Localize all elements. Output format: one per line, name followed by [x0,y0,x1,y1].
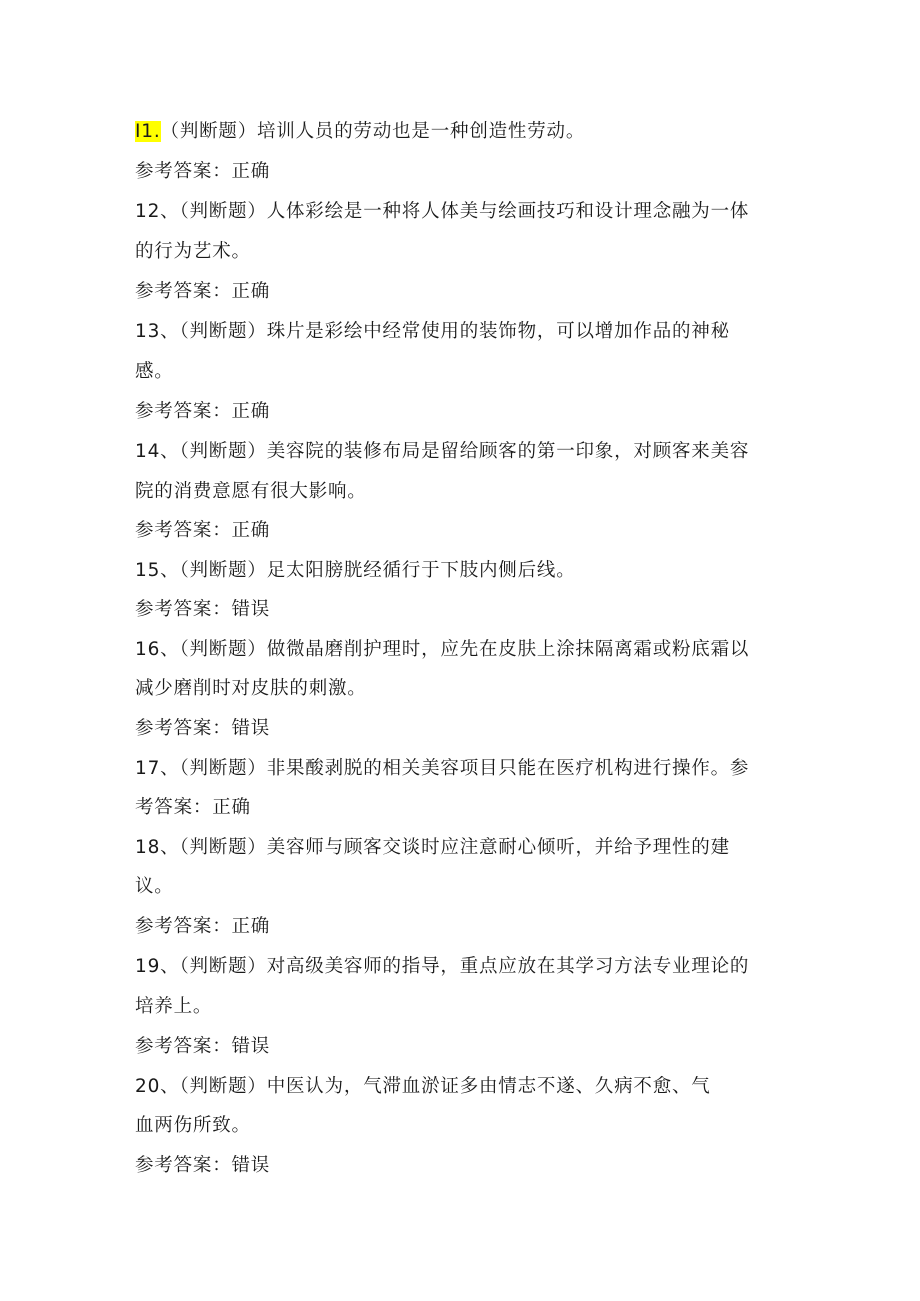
answer-13: 参考答案：正确 [135,401,271,422]
question-13-line-2: 感。 [135,361,174,382]
answer-18: 参考答案：正确 [135,916,271,937]
question-text: （判断题）培训人员的劳动也是一种创造性劳动。 [160,121,586,142]
question-11 [135,119,795,145]
question-14-line-1: 14、（判断题）美容院的装修布局是留给顾客的第一印象，对顾客来美容 [135,441,750,462]
question-18-line-2: 议。 [135,876,174,897]
question-17-line-2: 考答案：正确 [135,797,251,818]
question-14-line-2: 院的消费意愿有很大影响。 [135,481,367,502]
question-20-line-1: 20、（判断题）中医认为，气滞血淤证多由情志不遂、久病不愈、气 [135,1076,711,1097]
question-17-line-1: 17、（判断题）非果酸剥脱的相关美容项目只能在医疗机构进行操作。参 [135,758,750,779]
answer-11: 参考答案：正确 [135,161,271,182]
question-13-line-1: 13、（判断题）珠片是彩绘中经常使用的装饰物，可以增加作品的神秘 [135,321,730,342]
question-12-line-1: 12、（判断题）人体彩绘是一种将人体美与绘画技巧和设计理念融为一体 [135,201,750,222]
answer-15: 参考答案：错误 [135,599,271,620]
answer-19: 参考答案：错误 [135,1036,271,1057]
question-16-line-2: 减少磨削时对皮肤的刺激。 [135,678,367,699]
question-18-line-1: 18、（判断题）美容师与顾客交谈时应注意耐心倾听，并给予理性的建 [135,837,730,858]
question-12-line-2: 的行为艺术。 [135,241,251,262]
question-19-line-1: 19、（判断题）对高级美容师的指导，重点应放在其学习方法专业理论的 [135,956,750,977]
answer-20: 参考答案：错误 [135,1155,271,1176]
answer-14: 参考答案：正确 [135,520,271,541]
question-16-line-1: 16、（判断题）做微晶磨削护理时，应先在皮肤上涂抹隔离霜或粉底霜以 [135,639,750,660]
question-20-line-2: 血两伤所致。 [135,1115,251,1136]
answer-16: 参考答案：错误 [135,718,271,739]
question-19-line-2: 培养上。 [135,996,213,1017]
question-number-highlight: I1. [135,121,161,142]
question-15-line-1: 15、（判断题）足太阳膀胱经循行于下肢内侧后线。 [135,560,576,581]
answer-12: 参考答案：正确 [135,281,271,302]
